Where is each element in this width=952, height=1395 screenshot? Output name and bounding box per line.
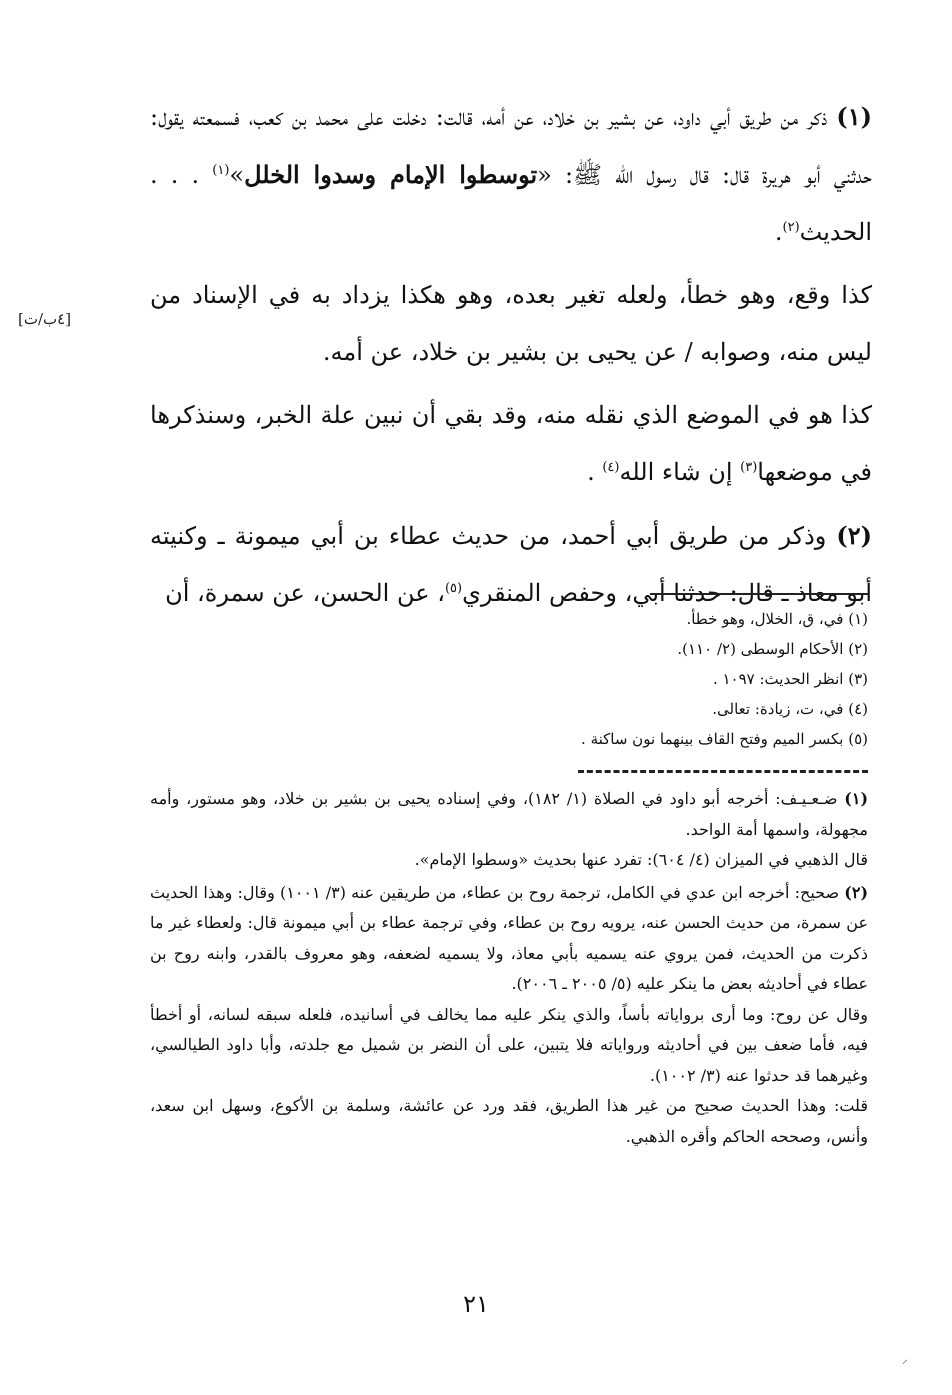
- paragraph-end: .: [587, 458, 603, 486]
- entry-number: (٢): [836, 521, 872, 550]
- takhrij-text: صحيح: أخرجه ابن عدي في الكامل، ترجمة روح بن عطاء، من طريقين عنه (٣/ ١٠٠١) وقال: وهذا الحديث عن سمرة، من حديث الحسن عنه، يرويه روح بن عطاء، وفي ترجمة عطاء بن أبي ميمونة قال: ولعطاء غير ما ذكرت من الحديث، فمن يروي عنه يسميه بأبي معاذ، ولا يسميه لضعفه، وهو معروف بالقدر، وابنه روح بن عطاء في أحاديثه بعض ما ينكر عليه (٥/ ٢٠٠٥ ـ ٢٠٠٦).: [150, 882, 868, 993]
- takhrij-text: قلت: وهذا الحديث صحيح من غير هذا الطريق، فقد ورد عن عائشة، وسلمة بن الأكوع، وسهل ابن سعد، وأنس، وصححه الحاكم وأقره الذهبي.: [150, 1096, 868, 1146]
- hadith-quote: توسطوا الإمام وسدوا الخلل: [244, 160, 538, 189]
- scan-mark-icon: ⸝: [902, 1352, 909, 1366]
- takhrij-label: (٢): [844, 882, 869, 902]
- footnote-item: (٤) في، ت، زيادة: تعالى.: [712, 700, 868, 718]
- footnote-divider: [650, 593, 868, 595]
- takhrij-item-2: [150, 878, 868, 1153]
- takhrij-text: وقال عن روح: وما أرى برواياته بأساً، والذي ينكر عليه مما يخالف في أسانيده، فلعله سبقه لسانه، أو أخطأ فيه، فأما ضعف بين في أحاديثه ورواياته فلا يتبين، على أن النضر بن شميل مع جلدته، وأبا داود الطيالسي، وغيرهما قد حدثوا عنه (٣/ ١٠٠٢).: [150, 1004, 868, 1085]
- manuscript-folio-marker: [٤ب/ت]: [18, 310, 72, 328]
- paragraph-text: ذكر من طريق أبي داود، عن بشير بن خلاد، عن أمه، قالت: دخلت على محمد بن كعب، فسمعته يقول: حدثني أبو هريرة قال: قال رسول الله ﷺ: «: [150, 103, 872, 189]
- paragraph-text: ، عن الحسن، عن سمرة، أن: [165, 579, 445, 607]
- paragraph-text: . . . الحديث: [150, 161, 872, 246]
- paragraph-3: [150, 387, 872, 501]
- takhrij-footnotes: [150, 784, 868, 1154]
- main-text: [150, 88, 872, 628]
- footnote-ref[interactable]: (٥): [444, 581, 463, 596]
- paragraph-text: كذا هو في الموضع الذي نقله منه، وقد بقي أن نبين علة الخبر، وسنذكرها في موضعها: [150, 401, 873, 486]
- takhrij-label: (١): [844, 789, 869, 808]
- takhrij-item-1: [150, 784, 868, 876]
- footnote-ref[interactable]: (٢): [782, 220, 800, 235]
- takhrij-text: قال الذهبي في الميزان (٤/ ٦٠٤): تفرد عنها بحديث «وسطوا الإمام».: [414, 850, 868, 869]
- footnote-item: (٣) انظر الحديث: ١٠٩٧ .: [712, 670, 868, 688]
- paragraph-1: [150, 88, 872, 261]
- footnote-ref[interactable]: (٣): [740, 460, 758, 475]
- editor-footnotes: [300, 604, 868, 754]
- paragraph-text: إن شاء الله: [619, 458, 741, 486]
- footnote-item: (٥) بكسر الميم وفتح القاف بينهما نون ساكنة .: [581, 730, 868, 748]
- entry-number: (١): [836, 102, 872, 131]
- paragraph-end: .: [774, 218, 783, 246]
- quote-close: »: [229, 161, 245, 189]
- footnote-item: (١) في، ق، الخلال، وهو خطأ.: [686, 610, 868, 628]
- footnote-ref[interactable]: (١): [212, 163, 230, 178]
- page-number: ٢١: [463, 1290, 489, 1318]
- footnote-ref[interactable]: (٤): [602, 460, 620, 475]
- paragraph-text: كذا وقع، وهو خطأ، ولعله تغير بعده، وهو هكذا يزداد به في الإسناد من ليس منه، وصوابه / عن يحيى بن بشير بن خلاد، عن أمه.: [150, 281, 872, 366]
- paragraph-text: وذكر من طريق أبي أحمد، من حديث عطاء بن أبي ميمونة ـ وكنيته أبو معاذ ـ قال: حدثنا أبي، وحفص المنقري: [150, 522, 872, 607]
- footnote-item: (٢) الأحكام الوسطى (٢/ ١١٠).: [677, 640, 868, 658]
- dashed-divider: [578, 770, 868, 773]
- takhrij-text: ضـعـيـف: أخرجه أبو داود في الصلاة (١/ ١٨٢)، وفي إسناده يحيى بن بشير بن خلاد، وهو مستور، وأمه مجهولة، واسمها أمة الواحد.: [150, 789, 868, 839]
- paragraph-2: [150, 267, 872, 381]
